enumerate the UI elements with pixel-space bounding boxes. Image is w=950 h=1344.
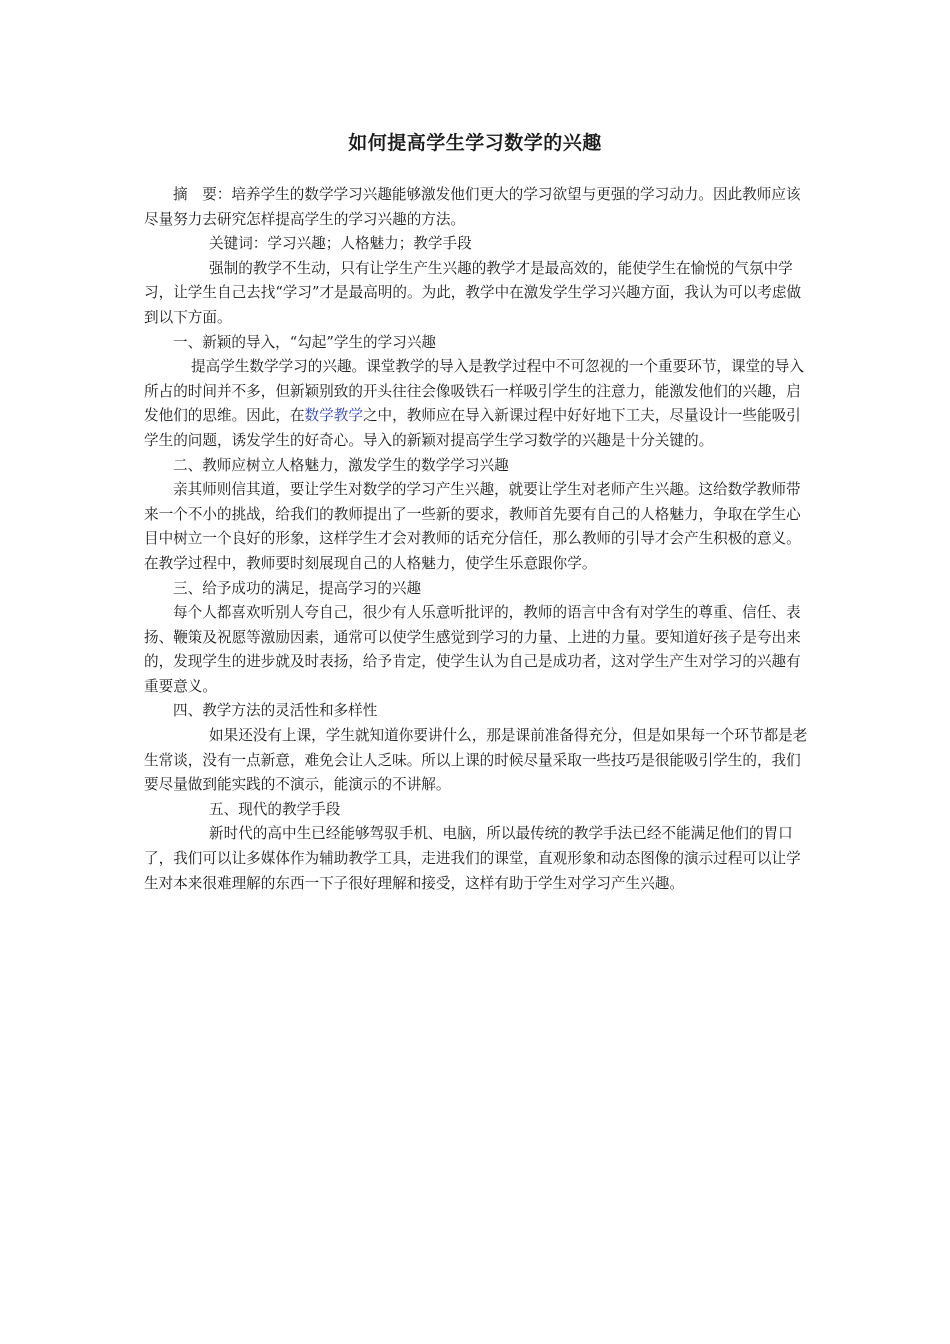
abstract-paragraph: 摘 要：培养学生的数学学习兴趣能够激发他们更大的学习欲望与更强的学习动力。因此教师应该尽量努力去研究怎样提高学生的学习兴趣的方法。 bbox=[144, 186, 801, 228]
section1-text-after-link: 之中，教师应在导入新课过程中好好地下工夫，尽量设计一些能吸引学生的问题，诱发学生的好奇心。导入的新颖对提高学生学习数学的兴趣是十分关键的。 bbox=[144, 407, 801, 449]
section-heading-4: 四、教学方法的灵活性和多样性 bbox=[173, 702, 378, 720]
document-body bbox=[144, 183, 810, 896]
section1-text-before-link: 提高学生数学学习的兴趣。课堂教学的导入是教学过程中不可忽视的一个重要环节，课堂的导入所占的时间并不多，但新颖别致的开头往往会像吸铁石一样吸引学生的注意力，能激发他们的兴趣，启发他们的思维。因此，在 bbox=[144, 358, 804, 425]
section-paragraph-2: 亲其师则信其道，要让学生对数学的学习产生兴趣，就要让学生对老师产生兴趣。这给数学教师带来一个不小的挑战，给我们的教师提出了一些新的要求，教师首先要有自己的人格魅力，争取在学生心目中树立一个良好的形象，这样学生才会对教师的话充分信任，那么教师的引导才会产生积极的意义。在教学过程中，教师要时刻展现自己的人格魅力，使学生乐意跟你学。 bbox=[144, 481, 801, 572]
keywords-line: 关键词：学习兴趣；人格魅力；教学手段 bbox=[209, 235, 472, 253]
document-title: 如何提高学生学习数学的兴趣 bbox=[348, 132, 602, 154]
section-heading-5: 五、现代的教学手段 bbox=[209, 800, 341, 818]
section-paragraph-5: 新时代的高中生已经能够驾驭手机、电脑，所以最传统的教学手法已经不能满足他们的胃口了，我们可以让多媒体作为辅助教学工具，走进我们的课堂，直观形象和动态图像的演示过程可以让学生对本来很难理解的东西一下子很好理解和接受，这样有助于学生对学习产生兴趣。 bbox=[144, 825, 801, 892]
section-paragraph-3: 每个人都喜欢听别人夸自己，很少有人乐意听批评的，教师的语言中含有对学生的尊重、信任、表扬、鞭策及祝愿等激励因素，通常可以使学生感觉到学习的力量、上进的力量。要知道好孩子是夸出来的，发现学生的进步就及时表扬，给予肯定，使学生认为自己是成功者，这对学生产生对学习的兴趣有重要意义。 bbox=[144, 604, 801, 695]
section-paragraph-1 bbox=[144, 355, 810, 453]
section-heading-1: 一、新颖的导入，“勾起”学生的学习兴趣 bbox=[173, 333, 437, 351]
math-teaching-link[interactable]: 数学教学 bbox=[304, 407, 363, 425]
intro-paragraph: 强制的教学不生动，只有让学生产生兴趣的教学才是最高效的，能使学生在愉悦的气氛中学习，让学生自己去找“学习”才是最高明的。为此，教学中在激发学生学习兴趣方面，我认为可以考虑做到以下方面。 bbox=[144, 259, 802, 326]
section-heading-3: 三、给予成功的满足，提高学习的兴趣 bbox=[173, 579, 422, 597]
section-paragraph-4: 如果还没有上课，学生就知道你要讲什么，那是课前准备得充分，但是如果每一个环节都是老生常谈，没有一点新意，难免会让人乏味。所以上课的时候尽量采取一些技巧是很能吸引学生的，我们要尽量做到能实践的不演示，能演示的不讲解。 bbox=[144, 727, 808, 794]
section-heading-2: 二、教师应树立人格魅力，激发学生的数学学习兴趣 bbox=[173, 456, 509, 474]
